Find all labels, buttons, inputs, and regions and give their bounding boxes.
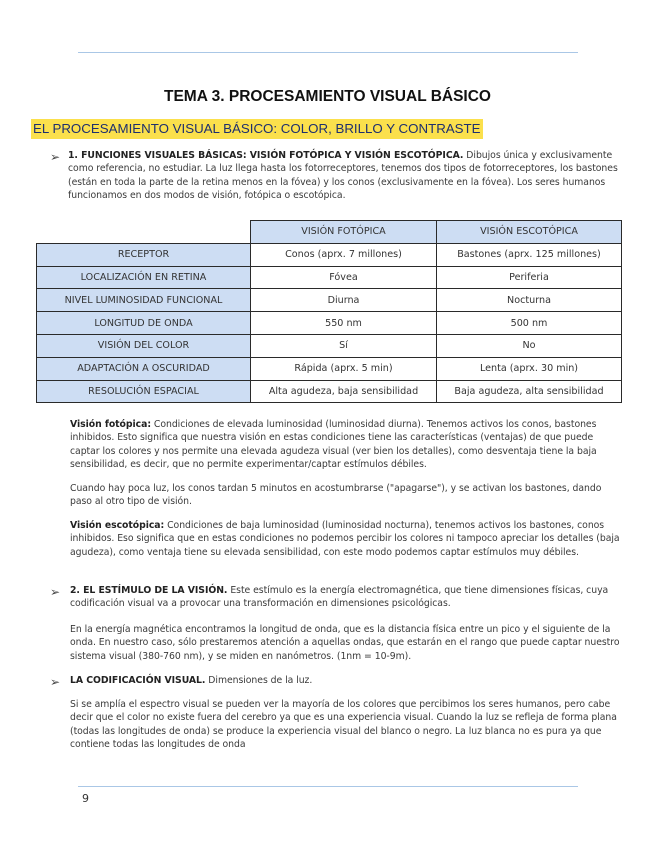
footer-rule bbox=[78, 786, 578, 787]
scotopic-cell: Bastones (aprx. 125 millones) bbox=[437, 243, 622, 266]
photopic-cell: Fóvea bbox=[251, 266, 437, 289]
bullet-icon: ➢ bbox=[50, 675, 61, 689]
bullet-icon: ➢ bbox=[50, 585, 61, 599]
row-label: LOCALIZACIÓN EN RETINA bbox=[37, 266, 251, 289]
section-1-text: Dibujos única y exclusivamente como referencia, no estudiar. La luz llega hasta los fotorreceptores, tenemos dos tipos de fotorreceptores, los bastones (están en toda la parte de la retina menos en la fóvea) y los conos (exclusivamente en la fóvea). Los seres humanos funcionamos en dos modos de visión, fotópica o escotópica. bbox=[68, 150, 618, 201]
header-scotopic: VISIÓN ESCOTÓPICA bbox=[437, 221, 622, 244]
photopic-cell: Rápida (aprx. 5 min) bbox=[251, 357, 437, 380]
row-label: ADAPTACIÓN A OSCURIDAD bbox=[37, 357, 251, 380]
table-row bbox=[37, 380, 622, 403]
vision-comparison-table bbox=[36, 220, 622, 403]
scotopic-cell: Nocturna bbox=[437, 289, 622, 312]
table-row bbox=[37, 312, 622, 335]
table-header-row bbox=[37, 221, 622, 244]
scotopic-cell: 500 nm bbox=[437, 312, 622, 335]
scotopic-cell: No bbox=[437, 334, 622, 357]
scotopic-cell: Periferia bbox=[437, 266, 622, 289]
scotopic-paragraph bbox=[70, 519, 621, 559]
table-row bbox=[37, 243, 622, 266]
row-label: VISIÓN DEL COLOR bbox=[37, 334, 251, 357]
section-2-text: Este estímulo es la energía electromagnética, que tiene dimensiones físicas, cuya codificación visual va a provocar una transformación en dimensiones psicológicas. bbox=[70, 585, 609, 610]
photopic-cell: Diurna bbox=[251, 289, 437, 312]
row-label: NIVEL LUMINOSIDAD FUNCIONAL bbox=[37, 289, 251, 312]
bullet-icon: ➢ bbox=[50, 150, 61, 164]
photopic-cell: Sí bbox=[251, 334, 437, 357]
row-label: RESOLUCIÓN ESPACIAL bbox=[37, 380, 251, 403]
photopic-cell: 550 nm bbox=[251, 312, 437, 335]
section-heading: EL PROCESAMIENTO VISUAL BÁSICO: COLOR, BRILLO Y CONTRASTE bbox=[31, 119, 483, 139]
section-1-paragraph bbox=[68, 149, 621, 202]
photopic-text: Condiciones de elevada luminosidad (luminosidad diurna). Tenemos activos los conos, bastones inhibidos. Esto significa que nuestra visión en estas condiciones tiene las características (ventajas) de que puede captar los colores y nos permite una elevada agudeza visual (ver bien los detalles), como desventaja tiene la baja sensibilidad, es decir, que no permite experimentar/captar estímulos débiles. bbox=[70, 419, 597, 470]
section-1-lead: 1. FUNCIONES VISUALES BÁSICAS: VISIÓN FOTÓPICA Y VISIÓN ESCOTÓPICA. bbox=[68, 150, 464, 161]
section-2-lead: 2. EL ESTÍMULO DE LA VISIÓN. bbox=[70, 585, 228, 596]
photopic-paragraph bbox=[70, 418, 621, 471]
header-photopic: VISIÓN FOTÓPICA bbox=[251, 221, 437, 244]
row-label: RECEPTOR bbox=[37, 243, 251, 266]
scotopic-text: Condiciones de baja luminosidad (luminosidad nocturna), tenemos activos los bastones, conos inhibidos. Eso significa que en estas condiciones no podemos percibir los colores ni tampoco apreciar los detalles (baja agudeza), como ventaja tiene su elevada sensibilidad, con este modo podemos captar estímulos muy débiles. bbox=[70, 520, 620, 558]
wavelength-paragraph: En la energía magnética encontramos la longitud de onda, que es la distancia física entre un pico y el siguiente de la onda. En nuestro caso, sólo prestaremos atención a aquellas ondas, que estarán en el rango que puede captar nuestro sistema visual (380-760 nm), y se miden en nanómetros. (1nm = 10-9m). bbox=[70, 624, 620, 662]
table-row bbox=[37, 289, 622, 312]
scotopic-lead: Visión escotópica: bbox=[70, 520, 165, 531]
page-title: TEMA 3. PROCESAMIENTO VISUAL BÁSICO bbox=[164, 88, 491, 105]
header-rule bbox=[78, 52, 578, 53]
table-row bbox=[37, 334, 622, 357]
section-3-text: Dimensiones de la luz. bbox=[205, 675, 313, 686]
section-3-lead: LA CODIFICACIÓN VISUAL. bbox=[70, 675, 206, 686]
page-number: 9 bbox=[82, 792, 89, 805]
section-3-paragraph bbox=[70, 674, 621, 687]
row-label: LONGITUD DE ONDA bbox=[37, 312, 251, 335]
scotopic-cell: Baja agudeza, alta sensibilidad bbox=[437, 380, 622, 403]
dark-adaptation-paragraph: Cuando hay poca luz, los conos tardan 5 minutos en acostumbrarse ("apagarse"), y se activan los bastones, dando paso al otro tipo de visión. bbox=[70, 483, 602, 508]
photopic-cell: Alta agudeza, baja sensibilidad bbox=[251, 380, 437, 403]
color-paragraph: Si se amplía el espectro visual se pueden ver la mayoría de los colores que percibimos los seres humanos, pero cabe decir que el color no existe fuera del cerebro ya que es una experiencia visual. Cuando la luz se refleja de forma plana (todas las longitudes de onda) se produce la experiencia visual del blanco o negro. La luz blanca no es pura ya que contiene todas las longitudes de onda bbox=[70, 699, 617, 750]
photopic-lead: Visión fotópica: bbox=[70, 419, 151, 430]
table-row bbox=[37, 266, 622, 289]
photopic-cell: Conos (aprx. 7 millones) bbox=[251, 243, 437, 266]
section-2-paragraph bbox=[70, 584, 621, 611]
table-corner bbox=[37, 221, 251, 244]
scotopic-cell: Lenta (aprx. 30 min) bbox=[437, 357, 622, 380]
table-row bbox=[37, 357, 622, 380]
